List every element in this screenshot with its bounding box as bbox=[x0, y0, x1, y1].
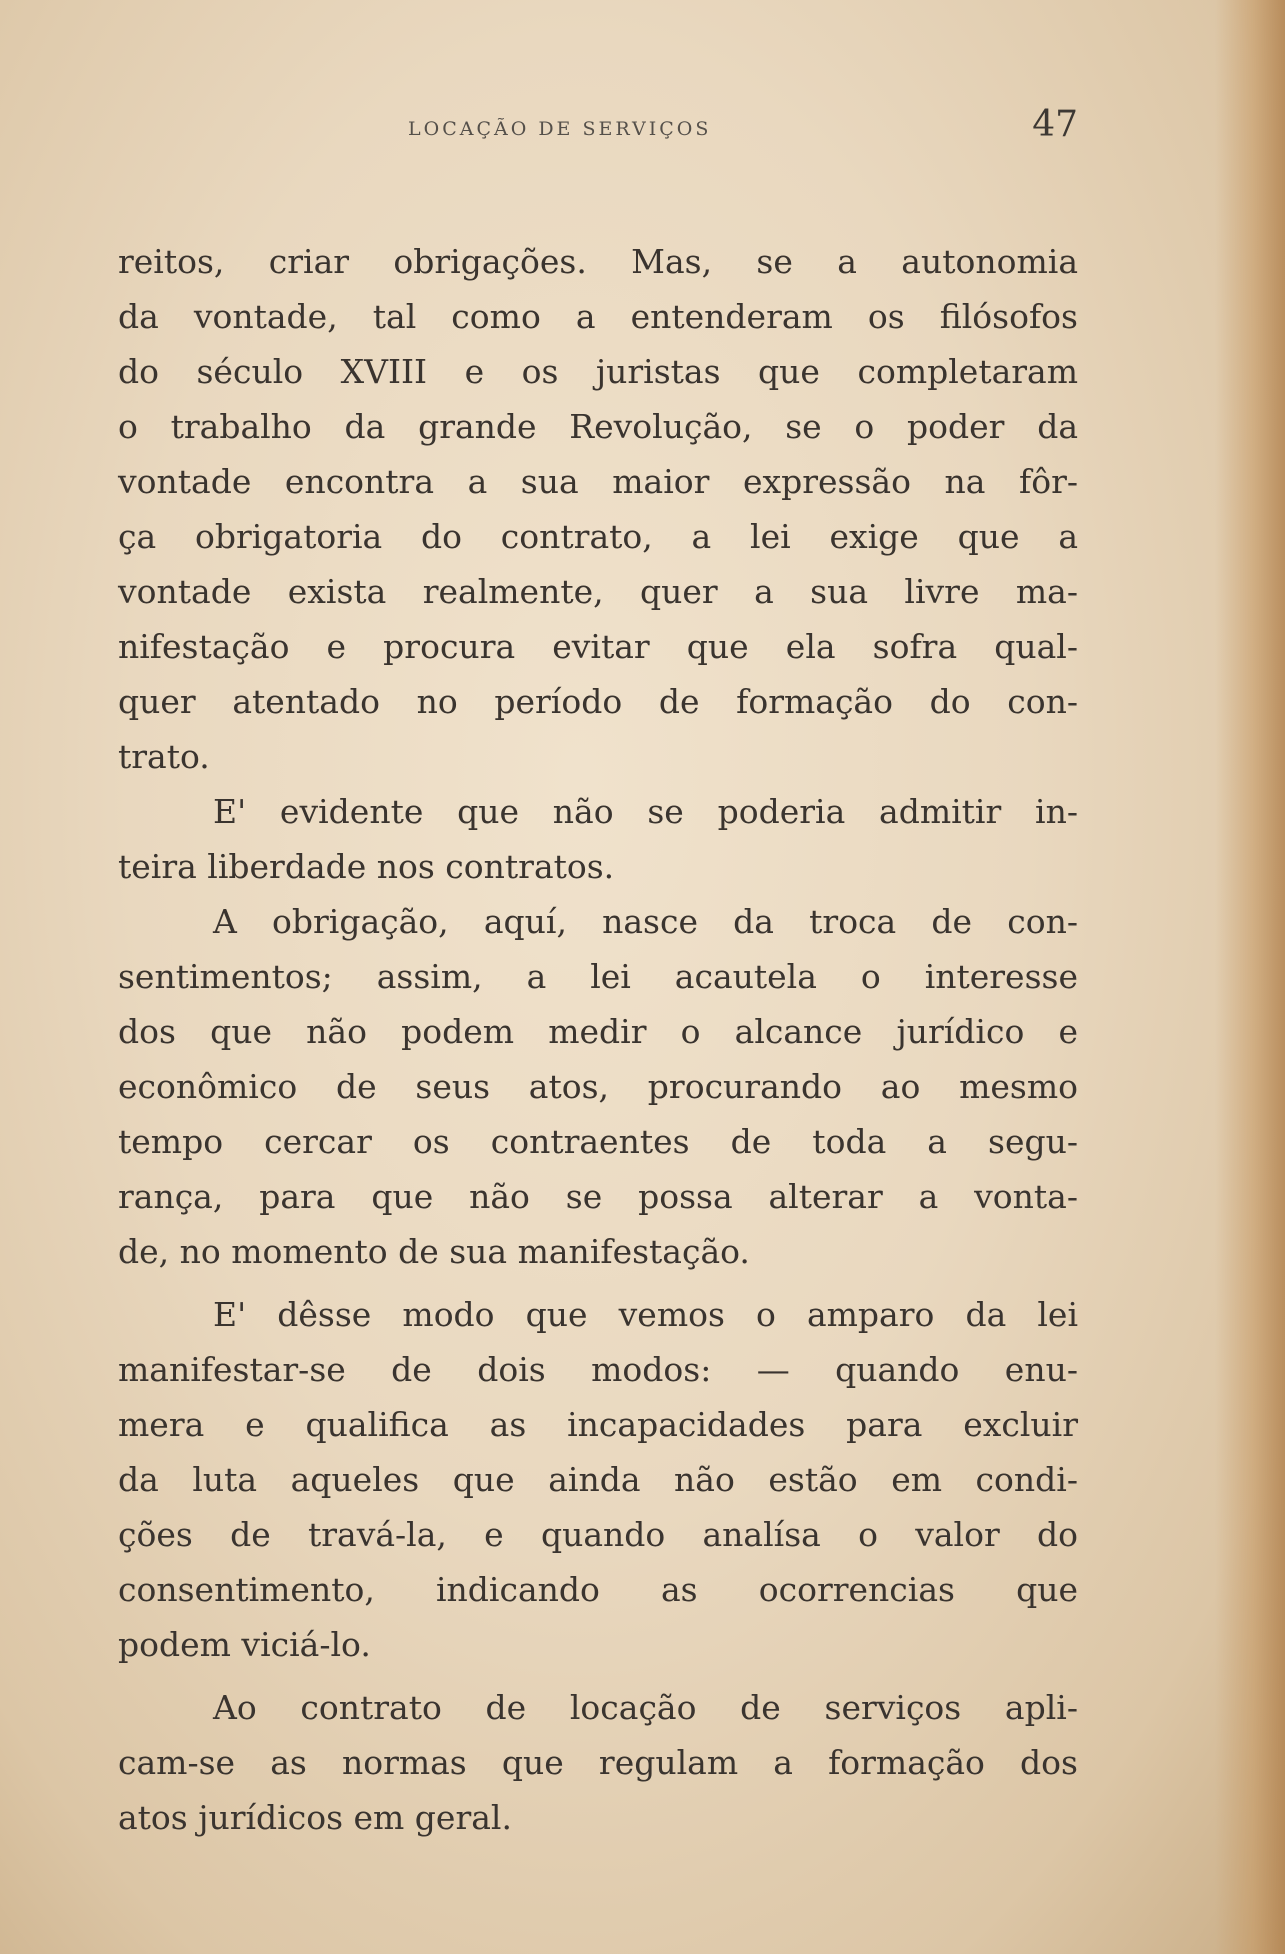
running-title: LOCAÇÃO DE SERVIÇOS bbox=[408, 118, 712, 140]
paragraph-5 bbox=[118, 1680, 1078, 1845]
text-line: cam-se as normas que regulam a formação dos bbox=[118, 1743, 1078, 1782]
page-number: 47 bbox=[1032, 104, 1078, 145]
text-line: teira liberdade nos contratos. bbox=[118, 847, 615, 886]
text-line: vontade encontra a sua maior expressão na fôr- bbox=[118, 462, 1078, 501]
paragraph-4 bbox=[118, 1287, 1078, 1672]
text-line: E' dêsse modo que vemos o amparo da lei bbox=[213, 1295, 1078, 1334]
text-line: manifestar-se de dois modos: — quando enu- bbox=[118, 1350, 1078, 1389]
paragraph-3 bbox=[118, 894, 1078, 1279]
text-line: sentimentos; assim, a lei acautela o interesse bbox=[118, 957, 1078, 996]
text-line: Ao contrato de locação de serviços apli- bbox=[213, 1688, 1078, 1727]
text-line: E' evidente que não se poderia admitir in- bbox=[213, 792, 1078, 831]
paragraph-2 bbox=[118, 784, 1078, 894]
body-text bbox=[118, 234, 1078, 1845]
text-line: ça obrigatoria do contrato, a lei exige que a bbox=[118, 517, 1078, 556]
text-line: o trabalho da grande Revolução, se o poder da bbox=[118, 407, 1078, 446]
text-line: da vontade, tal como a entenderam os filósofos bbox=[118, 297, 1078, 336]
text-line: mera e qualifica as incapacidades para excluir bbox=[118, 1405, 1078, 1444]
page-edge-shadow bbox=[1215, 0, 1285, 1954]
text-line: dos que não podem medir o alcance jurídico e bbox=[118, 1012, 1078, 1051]
text-line: nifestação e procura evitar que ela sofra qual- bbox=[118, 627, 1078, 666]
text-line: podem viciá-lo. bbox=[118, 1625, 371, 1664]
text-line: tempo cercar os contraentes de toda a segu- bbox=[118, 1122, 1078, 1161]
page-header bbox=[118, 104, 1078, 154]
text-line: A obrigação, aquí, nasce da troca de con- bbox=[213, 902, 1078, 941]
text-line: do século XVIII e os juristas que completaram bbox=[118, 352, 1078, 391]
text-line: consentimento, indicando as ocorrencias que bbox=[118, 1570, 1078, 1609]
text-line: quer atentado no período de formação do con- bbox=[118, 682, 1078, 721]
text-line: de, no momento de sua manifestação. bbox=[118, 1232, 750, 1271]
text-line: ções de travá-la, e quando analísa o valor do bbox=[118, 1515, 1078, 1554]
paragraph-1 bbox=[118, 234, 1078, 784]
text-line: trato. bbox=[118, 737, 210, 776]
text-line: reitos, criar obrigações. Mas, se a autonomia bbox=[118, 242, 1078, 281]
text-line: da luta aqueles que ainda não estão em condi- bbox=[118, 1460, 1078, 1499]
text-line: vontade exista realmente, quer a sua livre ma- bbox=[118, 572, 1078, 611]
text-line: atos jurídicos em geral. bbox=[118, 1798, 512, 1837]
text-line: rança, para que não se possa alterar a vonta- bbox=[118, 1177, 1078, 1216]
text-line: econômico de seus atos, procurando ao mesmo bbox=[118, 1067, 1078, 1106]
